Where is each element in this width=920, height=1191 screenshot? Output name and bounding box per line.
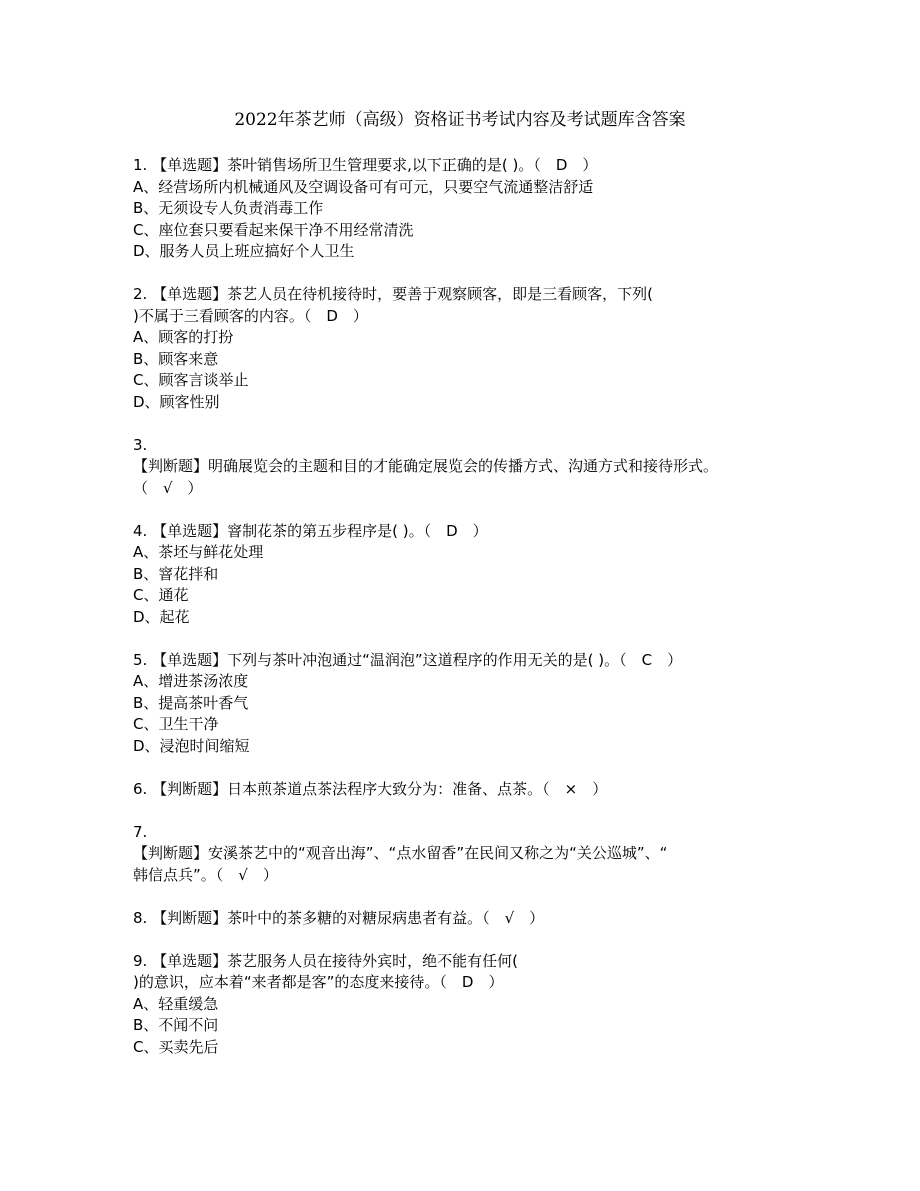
question-stem: 【判断题】安溪茶艺中的“观音出海”、“点水留香”在民间又称之为“关公巡城”、“ [133, 844, 668, 862]
question-1 [133, 155, 793, 263]
answer-label: （ D ） [533, 156, 598, 174]
question-stem: 1. 【单选题】茶叶销售场所卫生管理要求,以下正确的是( )。（ D ） [133, 156, 598, 174]
question-stem: 8. 【判断题】茶叶中的茶多糖的对糖尿病患者有益。（ √ ） [133, 908, 545, 927]
question-type: 【单选题】 [152, 521, 228, 540]
option-d: D、浸泡时间缩短 [133, 736, 250, 755]
document-title: 2022年茶艺师（高级）资格证书考试内容及考试题库含答案 [234, 110, 686, 130]
question-9 [133, 951, 793, 1059]
question-number: 7. [133, 822, 148, 841]
answer-label: （ × ） [542, 779, 608, 798]
question-type: 【单选题】 [152, 156, 228, 174]
question-type: 【判断题】 [133, 457, 209, 475]
question-stem: 2. 【单选题】茶艺人员在待机接待时，要善于观察顾客，即是三看顾客，下列( [133, 285, 653, 303]
option-b: B、不闻不问 [133, 1016, 219, 1034]
question-stem: 6. 【判断题】日本煎茶道点茶法程序大致分为：准备、点茶。（ × ） [133, 779, 608, 798]
option-d: D、服务人员上班应搞好个人卫生 [133, 242, 355, 260]
question-8 [133, 908, 793, 930]
question-stem: 4. 【单选题】窨制花茶的第五步程序是( )。（ D ） [133, 521, 488, 540]
question-type: 【单选题】 [152, 951, 228, 970]
question-stem: 9. 【单选题】茶艺服务人员在接待外宾时，绝不能有任何( [133, 951, 518, 970]
question-type: 【判断题】 [133, 844, 209, 862]
question-type: 【单选题】 [152, 285, 228, 303]
option-a: A、轻重缓急 [133, 994, 219, 1013]
question-stem: 【判断题】明确展览会的主题和目的才能确定展览会的传播方式、沟通方式和接待形式。 [133, 457, 719, 475]
option-c: C、通花 [133, 586, 189, 604]
answer-label: （ C ） [619, 650, 683, 669]
option-c: C、座位套只要看起来保干净不用经常清洗 [133, 220, 414, 239]
question-2 [133, 284, 793, 413]
question-5 [133, 650, 793, 758]
question-stem-continued: )不属于三看顾客的内容。（ D ） [133, 306, 368, 325]
question-type: 【判断题】 [152, 908, 228, 927]
answer-label: （ √ ） [215, 865, 278, 884]
question-stem-continued: 韩信点兵”。（ √ ） [133, 865, 278, 884]
question-number: 3. [133, 435, 148, 454]
question-6 [133, 779, 793, 801]
option-b: B、窨花拌和 [133, 564, 219, 583]
answer-label: （ √ ） [133, 478, 203, 497]
option-a: A、顾客的打扮 [133, 328, 234, 346]
option-c: C、顾客言谈举止 [133, 371, 249, 389]
option-a: A、经营场所内机械通风及空调设备可有可元，只要空气流通整洁舒适 [133, 177, 594, 196]
option-c: C、卫生干净 [133, 715, 219, 733]
option-b: B、无须设专人负责消毒工作 [133, 199, 324, 217]
question-type: 【判断题】 [152, 779, 228, 798]
option-d: D、起花 [133, 607, 190, 626]
answer-label: （ √ ） [482, 908, 545, 927]
question-3 [133, 435, 793, 500]
answer-label: （ D ） [439, 973, 504, 991]
answer-label: （ D ） [423, 521, 488, 540]
option-a: A、茶坯与鲜花处理 [133, 543, 264, 561]
answer-label: （ D ） [303, 306, 368, 325]
question-stem: 5. 【单选题】下列与茶叶冲泡通过“温润泡”这道程序的作用无关的是( )。（ C ） [133, 650, 683, 669]
option-c: C、买卖先后 [133, 1037, 219, 1056]
question-7 [133, 822, 793, 887]
question-stem-continued: )的意识，应本着“来者都是客”的态度来接待。（ D ） [133, 973, 504, 991]
question-type: 【单选题】 [152, 650, 228, 669]
option-b: B、提高茶叶香气 [133, 693, 249, 712]
option-b: B、顾客来意 [133, 349, 219, 368]
question-list [133, 155, 793, 1080]
option-a: A、增进茶汤浓度 [133, 672, 249, 690]
question-4 [133, 521, 793, 629]
option-d: D、顾客性别 [133, 392, 220, 411]
